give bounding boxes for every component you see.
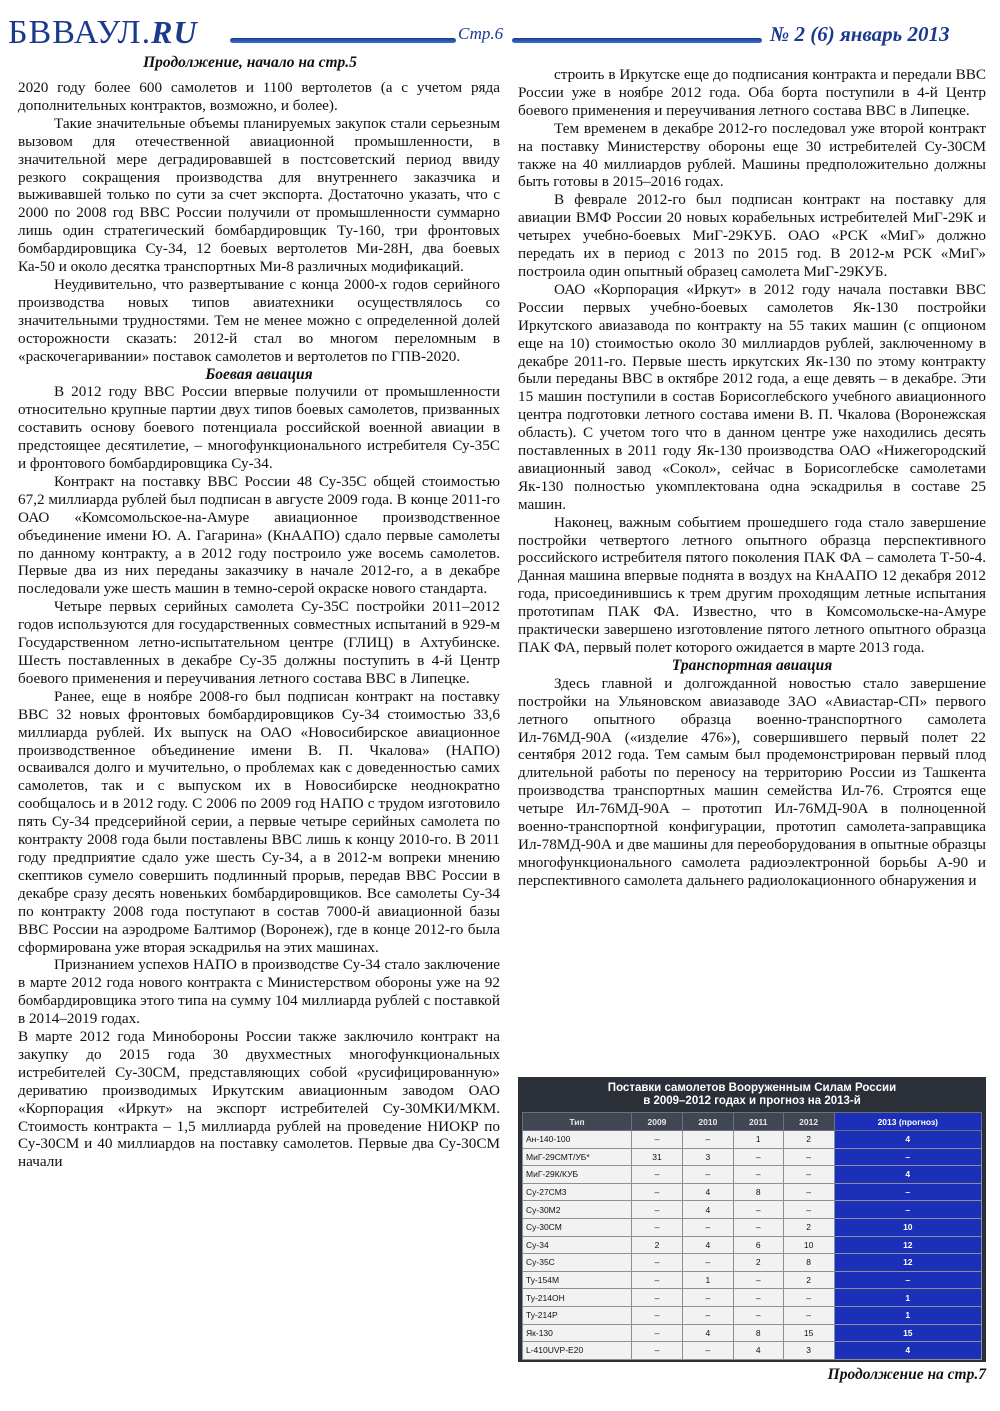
- table-cell: 10: [834, 1218, 981, 1236]
- table-cell: 12: [834, 1236, 981, 1254]
- aircraft-type-cell: Ту-154М: [523, 1271, 632, 1289]
- table-header-cell: 2009: [632, 1113, 683, 1131]
- table-header-cell: 2012: [783, 1113, 834, 1131]
- paragraph: В марте 2012 года Минобороны России также заключило контракт на закупку до 2015 года 30 двухместных многофункциональных истребителей Су-30СМ, представляющих собой «русифицированную» дериватию производимых Иркутским авиационным заводом ОАО «Корпорация «Иркут» на экспорт истребителей Су-30МКИ/МКМ. Стоимость контракта – 1,5 миллиарда рублей на проведение НИОКР по Су-30СМ и 40 миллиардов на поставку самолетов. Первые два Су-30СМ начали: [18, 1028, 500, 1171]
- table-cell: –: [682, 1289, 733, 1307]
- table-cell: 6: [733, 1236, 783, 1254]
- aircraft-type-cell: L-410UVP-E20: [523, 1342, 632, 1360]
- paragraph: Такие значительные объемы планируемых закупок стали серьезным вызовом для отечественной авиационной промышленности, в значительной мере деградировавшей в постсоветский период ввиду резкого сокращения производства для внутреннего заказчика и выживавшей только по сути за счет экспорта. Достаточно указать, что с 2000 по 2008 год ВВС России получили от промышленности суммарно лишь один стратегический бомбардировщик Ту-160, три фронтовых бомбардировщика Су-34, 12 боевых вертолетов Ми-28Н, два боевых Ка-50 и около десятка транспортных Ми-8 различных модификаций.: [18, 114, 500, 276]
- aircraft-type-cell: Су-35С: [523, 1254, 632, 1272]
- aircraft-type-cell: Су-30СМ: [523, 1218, 632, 1236]
- table-header-row: [523, 1113, 982, 1131]
- table-body: [523, 1131, 982, 1360]
- table-header-cell: Тип: [523, 1113, 632, 1131]
- table-cell: –: [632, 1306, 683, 1324]
- table-cell: –: [783, 1183, 834, 1201]
- table-row: [523, 1131, 982, 1149]
- table-cell: 8: [733, 1183, 783, 1201]
- paragraph: Неудивительно, что развертывание с конца 2000-х годов серийного производства новых типов авиатехники осуществлялось со значительными трудностями. Тем не менее можно с определенной долей осторожности сказать: 2012-й стал во многом переломным в «раскочегаривании» поставок самолетов и вертолетов по ГПВ-2020.: [18, 275, 500, 365]
- table-cell: 1: [834, 1306, 981, 1324]
- table-row: [523, 1342, 982, 1360]
- table-cell: 4: [682, 1236, 733, 1254]
- table-cell: –: [632, 1254, 683, 1272]
- table-row: [523, 1306, 982, 1324]
- header-rule-left: [230, 38, 456, 43]
- table-cell: 10: [783, 1236, 834, 1254]
- table-cell: 2: [783, 1218, 834, 1236]
- table-cell: 31: [632, 1148, 683, 1166]
- table-row: [523, 1236, 982, 1254]
- logo-main: БВВАУЛ.: [8, 14, 152, 51]
- table-cell: 1: [834, 1289, 981, 1307]
- aircraft-type-cell: МиГ-29СМТ/УБ*: [523, 1148, 632, 1166]
- aircraft-type-cell: МиГ-29К/КУБ: [523, 1166, 632, 1184]
- table-title-line-2: в 2009–2012 годах и прогноз на 2013-й: [643, 1095, 861, 1107]
- issue-number: № 2 (6) январь 2013: [770, 22, 950, 46]
- aircraft-type-cell: Ту-214ОН: [523, 1289, 632, 1307]
- table-header-cell: 2010: [682, 1113, 733, 1131]
- table-cell: –: [733, 1201, 783, 1219]
- table-header-cell: 2011: [733, 1113, 783, 1131]
- table-cell: –: [632, 1271, 683, 1289]
- table-header-cell: 2013 (прогноз): [834, 1113, 981, 1131]
- continuation-top: Продолжение, начало на стр.5: [143, 54, 357, 71]
- table-cell: 1: [682, 1271, 733, 1289]
- table-cell: –: [733, 1306, 783, 1324]
- table-cell: 2: [632, 1236, 683, 1254]
- table-cell: –: [682, 1131, 733, 1149]
- logo-ru: RU: [151, 14, 198, 50]
- continuation-bottom: Продолжение на стр.7: [827, 1366, 986, 1383]
- table-cell: –: [632, 1324, 683, 1342]
- table-cell: 4: [834, 1166, 981, 1184]
- table-row: [523, 1148, 982, 1166]
- table-cell: –: [632, 1218, 683, 1236]
- table-title-line-1: Поставки самолетов Вооруженным Силам России: [607, 1082, 897, 1094]
- paragraph: Ранее, еще в ноябре 2008-го был подписан контракт на поставку ВВС 32 новых фронтовых бомбардировщиков Су-34 стоимостью 33,6 миллиарда рублей. Их выпуск на ОАО «Новосибирское авиационное производственное объединение имени В. П. Чкалова» (НАПО) осваивался долго и мучительно, о проблемах как с доведенностью самих самолетов, так и с выпуском их в Новосибирске неоднократно сообщалось и в 2012 году. С 2006 по 2009 год НАПО с трудом изготовило пять Су-34 предсерийной серии, а первые четыре серийных самолета по контракту 2008 года были поставлены ВВС лишь к концу 2010-го. В 2011 году предприятие сдало уже шесть Су-34, а в 2012-м вопреки мнению скептиков сумело совершить подлинный прорыв, передав ВВС России в декабре сразу десять новеньких бомбардировщиков. Все самолеты Су-34 по контракту 2008 года поступают в состав 7000-й авиационной базы ВВС России на аэродроме Балтимор (Воронеж), где в конце 2012-го была сформирована уже вторая эскадрилья на этих машинах.: [18, 687, 500, 956]
- table-row: [523, 1183, 982, 1201]
- table-cell: 1: [733, 1131, 783, 1149]
- table-row: [523, 1166, 982, 1184]
- table-cell: –: [682, 1166, 733, 1184]
- table-cell: 4: [682, 1201, 733, 1219]
- table-cell: –: [632, 1342, 683, 1360]
- table-cell: –: [783, 1148, 834, 1166]
- section-heading: Транспортная авиация: [671, 656, 833, 674]
- table-cell: –: [682, 1218, 733, 1236]
- table-row: [523, 1254, 982, 1272]
- table-cell: –: [783, 1201, 834, 1219]
- table-cell: –: [783, 1306, 834, 1324]
- table-cell: 4: [682, 1324, 733, 1342]
- table-cell: –: [783, 1166, 834, 1184]
- table-cell: –: [783, 1289, 834, 1307]
- table-cell: –: [733, 1166, 783, 1184]
- table-cell: –: [733, 1148, 783, 1166]
- table-cell: –: [834, 1271, 981, 1289]
- right-column: [518, 66, 986, 890]
- table-cell: 2: [783, 1131, 834, 1149]
- table-cell: –: [733, 1271, 783, 1289]
- table-cell: 4: [834, 1131, 981, 1149]
- table-cell: –: [834, 1148, 981, 1166]
- table-cell: –: [834, 1201, 981, 1219]
- table-cell: 15: [834, 1324, 981, 1342]
- aircraft-type-cell: Як-130: [523, 1324, 632, 1342]
- table-row: [523, 1271, 982, 1289]
- page-number: Стр.6: [458, 24, 504, 43]
- table-cell: 15: [783, 1324, 834, 1342]
- table-cell: –: [733, 1289, 783, 1307]
- table-cell: 3: [783, 1342, 834, 1360]
- section-heading: Боевая авиация: [205, 365, 313, 383]
- page-header: [0, 0, 1000, 60]
- aircraft-type-cell: Су-30М2: [523, 1201, 632, 1219]
- aircraft-type-cell: Ан-140-100: [523, 1131, 632, 1149]
- table-row: [523, 1324, 982, 1342]
- paragraph: Четыре первых серийных самолета Су-35С постройки 2011–2012 годов используются для государственных совместных испытаний в 929-м Государственном летно-испытательном центре (ГЛИЦ) в Ахтубинске. Шесть поставленных в декабре Су-35 должны поступить в 4-й Центр боевого применения и переучивания летного состава ВВС в Липецке.: [18, 598, 500, 687]
- table-cell: 3: [682, 1148, 733, 1166]
- paragraph: Контракт на поставку ВВС России 48 Су-35С общей стоимостью 67,2 миллиарда рублей был подписан в августе 2009 года. В конце 2011-го ОАО «Комсомольское-на-Амуре авиационное производственное объединение имени Ю. А. Гагарина» (КнААПО) сдало первые самолеты по данному контракту, а в 2012 году построило уже восемь самолетов. Первые два из них переданы заказчику в начале 2012-го, а в декабре последовали уже шесть машин в темно-серой окраске нового стандарта.: [18, 472, 500, 598]
- paragraph: строить в Иркутске еще до подписания контракта и передали ВВС России уже в ноябре 2012 года. Оба борта поступили в 4-й Центр боевого применения и переучивания летного состава ВВС в Липецке.: [518, 66, 986, 119]
- paragraph: Наконец, важным событием прошедшего года стало завершение постройки четвертого летного опытного образца перспективного российского истребителя пятого поколения ПАК ФА – самолета Т-50-4. Данная машина впервые поднята в воздух на КнААПО 12 декабря 2012 года, присоединившись к трем другим проходящим летные испытания прототипам ПАК ФА. Известно, что в Комсомольске-на-Амуре практически завершено изготовление пятого летного опытного образца ПАК ФА, первый полет которого ожидается в марте 2013 года.: [518, 513, 986, 656]
- table-cell: 8: [733, 1324, 783, 1342]
- table-cell: –: [632, 1201, 683, 1219]
- deliveries-table-figure: [518, 1077, 986, 1362]
- aircraft-type-cell: Су-27СМ3: [523, 1183, 632, 1201]
- table-cell: 2: [733, 1254, 783, 1272]
- table-cell: 4: [733, 1342, 783, 1360]
- table-cell: 2: [783, 1271, 834, 1289]
- paragraph: Здесь главной и долгожданной новостью стало завершение постройки на Ульяновском авиазаводе ЗАО «Авиастар-СП» первого летного опытного образца военно-транспортного самолета Ил-76МД-90А («изделие 476»), совершившего первый полет 22 сентября 2012 года. Тем самым был продемонстрирован первый плод длительной работы по переносу на территорию России из Ташкента производства транспортных машин семейства Ил-76. Строятся еще четыре Ил-76МД-90А – прототип Ил-76МД-90А в полноценной военно-транспортной конфигурации, прототип самолета-заправщика Ил-78МД-90А и две машины для переоборудования в опытные образцы многофункционального самолета радиоэлектронной борьбы А-90 и перспективного самолета дальнего радиолокационного обнаружения и: [518, 674, 986, 889]
- table-cell: –: [682, 1342, 733, 1360]
- table-cell: –: [834, 1183, 981, 1201]
- paragraph: ОАО «Корпорация «Иркут» в 2012 году начала поставки ВВС России первых учебно-боевых самолетов Як-130 постройки Иркутского авиазавода по контракту на 55 таких машин (с опционом еще на 10) стоимостью около 30 миллиардов рублей, заключенному в декабре 2011-го. Первые шесть иркутских Як-130 по этому контракту были переданы ВВС в октябре 2012 года, а еще девять – в декабре. Эти 15 машин поступили в состав Борисоглебского учебного авиационного центра подготовки летного состава имени В. П. Чкалова (Воронежская область). С учетом того что в данном центре уже находились десять поставленных в 2011 году Як-130 производства ОАО «Нижегородский авиационный завод «Сокол», сейчас в Борисоглебске самолетами Як-130 полностью укомплектована одна эскадрилья в составе 25 машин.: [518, 280, 986, 513]
- table-cell: 12: [834, 1254, 981, 1272]
- table-cell: –: [632, 1131, 683, 1149]
- aircraft-type-cell: Ту-214Р: [523, 1306, 632, 1324]
- deliveries-table: [522, 1112, 982, 1360]
- table-cell: 4: [682, 1183, 733, 1201]
- paragraph: В 2012 году ВВС России впервые получили от промышленности относительно крупные партии двух типов боевых самолетов, призванных составить основу боевого потенциала российской военной авиации в предстоящее десятилетие, – многофункционального истребителя Су-35С и фронтового бомбардировщика Су-34.: [18, 383, 500, 473]
- table-cell: –: [682, 1306, 733, 1324]
- left-column: [18, 79, 500, 1171]
- table-cell: –: [682, 1254, 733, 1272]
- paragraph: Признанием успехов НАПО в производстве Су-34 стало заключение в марте 2012 года нового контракта с Министерством обороны уже на 92 бомбардировщика этого типа на сумму 104 миллиарда рублей с поставкой в 2014–2019 годах.: [18, 956, 500, 1028]
- table-cell: –: [632, 1183, 683, 1201]
- table-row: [523, 1289, 982, 1307]
- paragraph: 2020 году более 600 самолетов и 1100 вертолетов (а с учетом ряда дополнительных контрактов, возможно, и более).: [18, 79, 500, 114]
- newspaper-logo: [8, 14, 198, 52]
- table-row: [523, 1218, 982, 1236]
- table-cell: –: [733, 1218, 783, 1236]
- table-title: [518, 1077, 986, 1112]
- table-cell: 8: [783, 1254, 834, 1272]
- header-rule-right: [512, 38, 762, 43]
- table-row: [523, 1201, 982, 1219]
- table-cell: –: [632, 1289, 683, 1307]
- table-cell: –: [632, 1166, 683, 1184]
- paragraph: Тем временем в декабре 2012-го последовал уже второй контракт на поставку Министерству обороны еще 30 истребителей Су-30СМ также на 40 миллиардов рублей. Машины предположительно должны быть готовы в 2015–2016 годах.: [518, 119, 986, 191]
- table-cell: 4: [834, 1342, 981, 1360]
- aircraft-type-cell: Су-34: [523, 1236, 632, 1254]
- paragraph: В феврале 2012-го был подписан контракт на поставку для авиации ВМФ России 20 новых корабельных истребителей МиГ-29К и четырех учебно-боевых МиГ-29КУБ. ОАО «РСК «МиГ» должно передать их в период с 2013 по 2015 год. В 2012-м РСК «МиГ» построила один опытный образец самолета МиГ-29КУБ.: [518, 191, 986, 280]
